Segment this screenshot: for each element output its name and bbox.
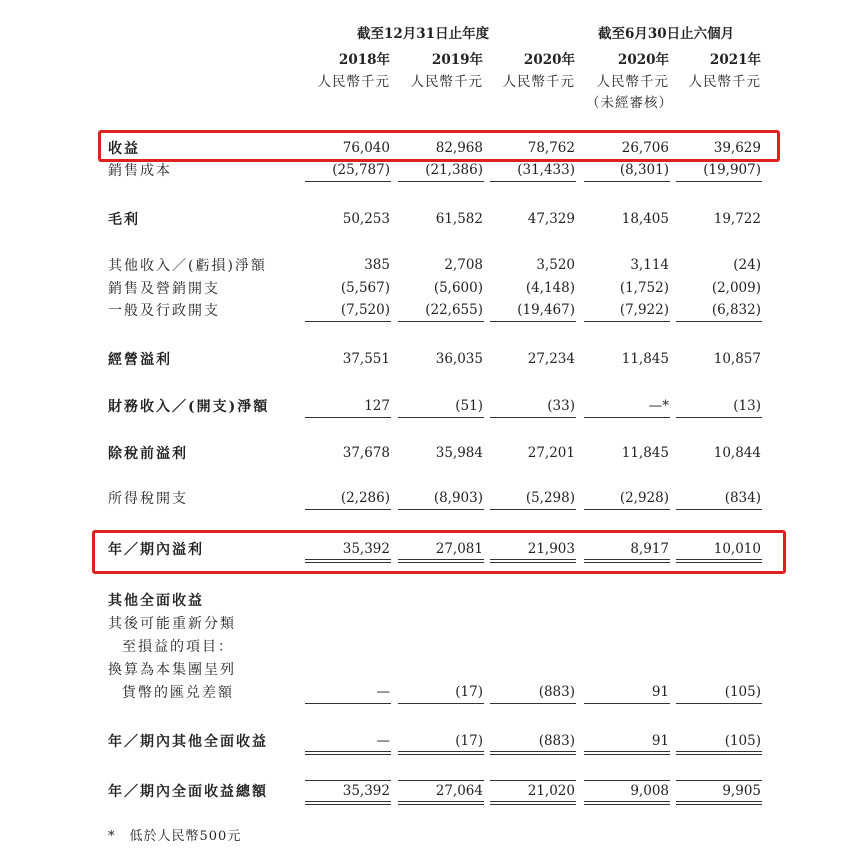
currency-2019: 人民幣千元	[410, 74, 483, 90]
currency-2020: 人民幣千元	[502, 74, 575, 90]
cell: 35,392	[342, 541, 390, 557]
cell: —	[376, 684, 390, 700]
footnote: * 低於人民幣500元	[108, 829, 242, 844]
cell: (8,301)	[619, 162, 669, 178]
cell: (105)	[724, 733, 761, 749]
year-2019: 2019年	[431, 52, 483, 68]
cell: (22,655)	[425, 302, 483, 318]
cell: (13)	[733, 398, 761, 414]
cell: 35,392	[342, 783, 390, 799]
row-label-revenue: 收益	[108, 141, 140, 157]
cell: 39,629	[713, 140, 761, 156]
cell: (19,467)	[517, 302, 575, 318]
cell: 21,903	[527, 541, 575, 557]
cell: (1,752)	[619, 280, 669, 296]
cell: 50,253	[342, 211, 390, 227]
cell: 37,678	[342, 445, 390, 461]
header-annual: 截至12月31日止年度	[357, 26, 490, 42]
cell: 27,201	[527, 445, 575, 461]
cell: (8,903)	[433, 490, 483, 506]
cell: (6,832)	[711, 302, 761, 318]
cell: 127	[364, 398, 390, 414]
row-label-finance-net: 財務收入／(開支)淨額	[108, 399, 270, 415]
cell: 3,520	[536, 257, 575, 273]
cell: 21,020	[527, 783, 575, 799]
cell: (2,928)	[619, 490, 669, 506]
cell: 27,081	[435, 541, 483, 557]
cell: 26,706	[621, 140, 669, 156]
row-label-other-income: 其他收入／(虧損)淨額	[108, 258, 267, 274]
cell: 8,917	[630, 541, 669, 557]
year-2021-half: 2021年	[709, 52, 761, 68]
cell: (883)	[538, 733, 575, 749]
cell: (105)	[724, 684, 761, 700]
cell: 9,008	[630, 783, 669, 799]
cell: 82,968	[435, 140, 483, 156]
cell: (4,148)	[525, 280, 575, 296]
cell: (5,567)	[340, 280, 390, 296]
unaudited-note: （未經審核）	[586, 95, 673, 111]
header-half-year: 截至6月30日止六個月	[598, 26, 735, 42]
cell: 61,582	[435, 211, 483, 227]
row-label-operating-profit: 經營溢利	[108, 352, 172, 368]
row-label-to-profit-items: 至損益的項目：	[122, 639, 234, 655]
cell: —*	[648, 398, 669, 414]
cell: 385	[364, 257, 390, 273]
cell: (883)	[538, 684, 575, 700]
cell: 10,857	[713, 351, 761, 367]
cell: (19,907)	[703, 162, 761, 178]
currency-2021-half: 人民幣千元	[688, 74, 761, 90]
cell: 11,845	[621, 351, 669, 367]
row-label-may-reclassify: 其後可能重新分類	[108, 616, 236, 632]
cell: (31,433)	[517, 162, 575, 178]
currency-2018: 人民幣千元	[317, 74, 390, 90]
cell: 91	[651, 684, 669, 700]
cell: (33)	[547, 398, 575, 414]
row-label-cost-of-sales: 銷售成本	[108, 163, 172, 179]
row-label-gross-profit: 毛利	[108, 212, 140, 228]
currency-2020-half: 人民幣千元	[596, 74, 669, 90]
cell: (834)	[724, 490, 761, 506]
cell: 3,114	[630, 257, 669, 273]
cell: (2,009)	[711, 280, 761, 296]
cell: 47,329	[527, 211, 575, 227]
cell: 78,762	[527, 140, 575, 156]
cell: (7,922)	[619, 302, 669, 318]
row-label-profit-before-tax: 除稅前溢利	[108, 446, 188, 462]
cell: 18,405	[621, 211, 669, 227]
highlight-box-revenue	[98, 130, 780, 162]
cell: (17)	[455, 733, 483, 749]
year-2020-half: 2020年	[617, 52, 669, 68]
cell: 36,035	[435, 351, 483, 367]
cell: (21,386)	[425, 162, 483, 178]
row-label-selling-expenses: 銷售及營銷開支	[108, 281, 220, 297]
cell: (17)	[455, 684, 483, 700]
row-label-profit-for-period: 年／期內溢利	[108, 542, 204, 558]
cell: (5,298)	[525, 490, 575, 506]
cell: 35,984	[435, 445, 483, 461]
cell: 10,010	[713, 541, 761, 557]
cell: (24)	[733, 257, 761, 273]
year-2020: 2020年	[523, 52, 575, 68]
cell: —	[376, 733, 390, 749]
cell: 10,844	[713, 445, 761, 461]
cell: 19,722	[713, 211, 761, 227]
cell: (2,286)	[340, 490, 390, 506]
highlight-box-profit	[92, 530, 786, 574]
cell: 76,040	[342, 140, 390, 156]
cell: 27,064	[435, 783, 483, 799]
year-2018: 2018年	[338, 52, 390, 68]
cell: 2,708	[444, 257, 483, 273]
cell: 91	[651, 733, 669, 749]
cell: (5,600)	[433, 280, 483, 296]
cell: 9,905	[722, 783, 761, 799]
row-label-income-tax: 所得稅開支	[108, 491, 188, 507]
row-label-translation: 換算為本集團呈列	[108, 662, 236, 678]
cell: 27,234	[527, 351, 575, 367]
cell: (25,787)	[332, 162, 390, 178]
cell: 37,551	[342, 351, 390, 367]
row-label-total-comprehensive: 年／期內全面收益總額	[108, 784, 268, 800]
cell: 11,845	[621, 445, 669, 461]
row-label-exchange-diff: 貨幣的匯兑差額	[122, 685, 234, 701]
row-label-oci-for-period: 年／期內其他全面收益	[108, 734, 268, 750]
cell: (51)	[455, 398, 483, 414]
row-label-oci-heading: 其他全面收益	[108, 593, 204, 609]
cell: (7,520)	[340, 302, 390, 318]
row-label-admin-expenses: 一般及行政開支	[108, 303, 220, 319]
